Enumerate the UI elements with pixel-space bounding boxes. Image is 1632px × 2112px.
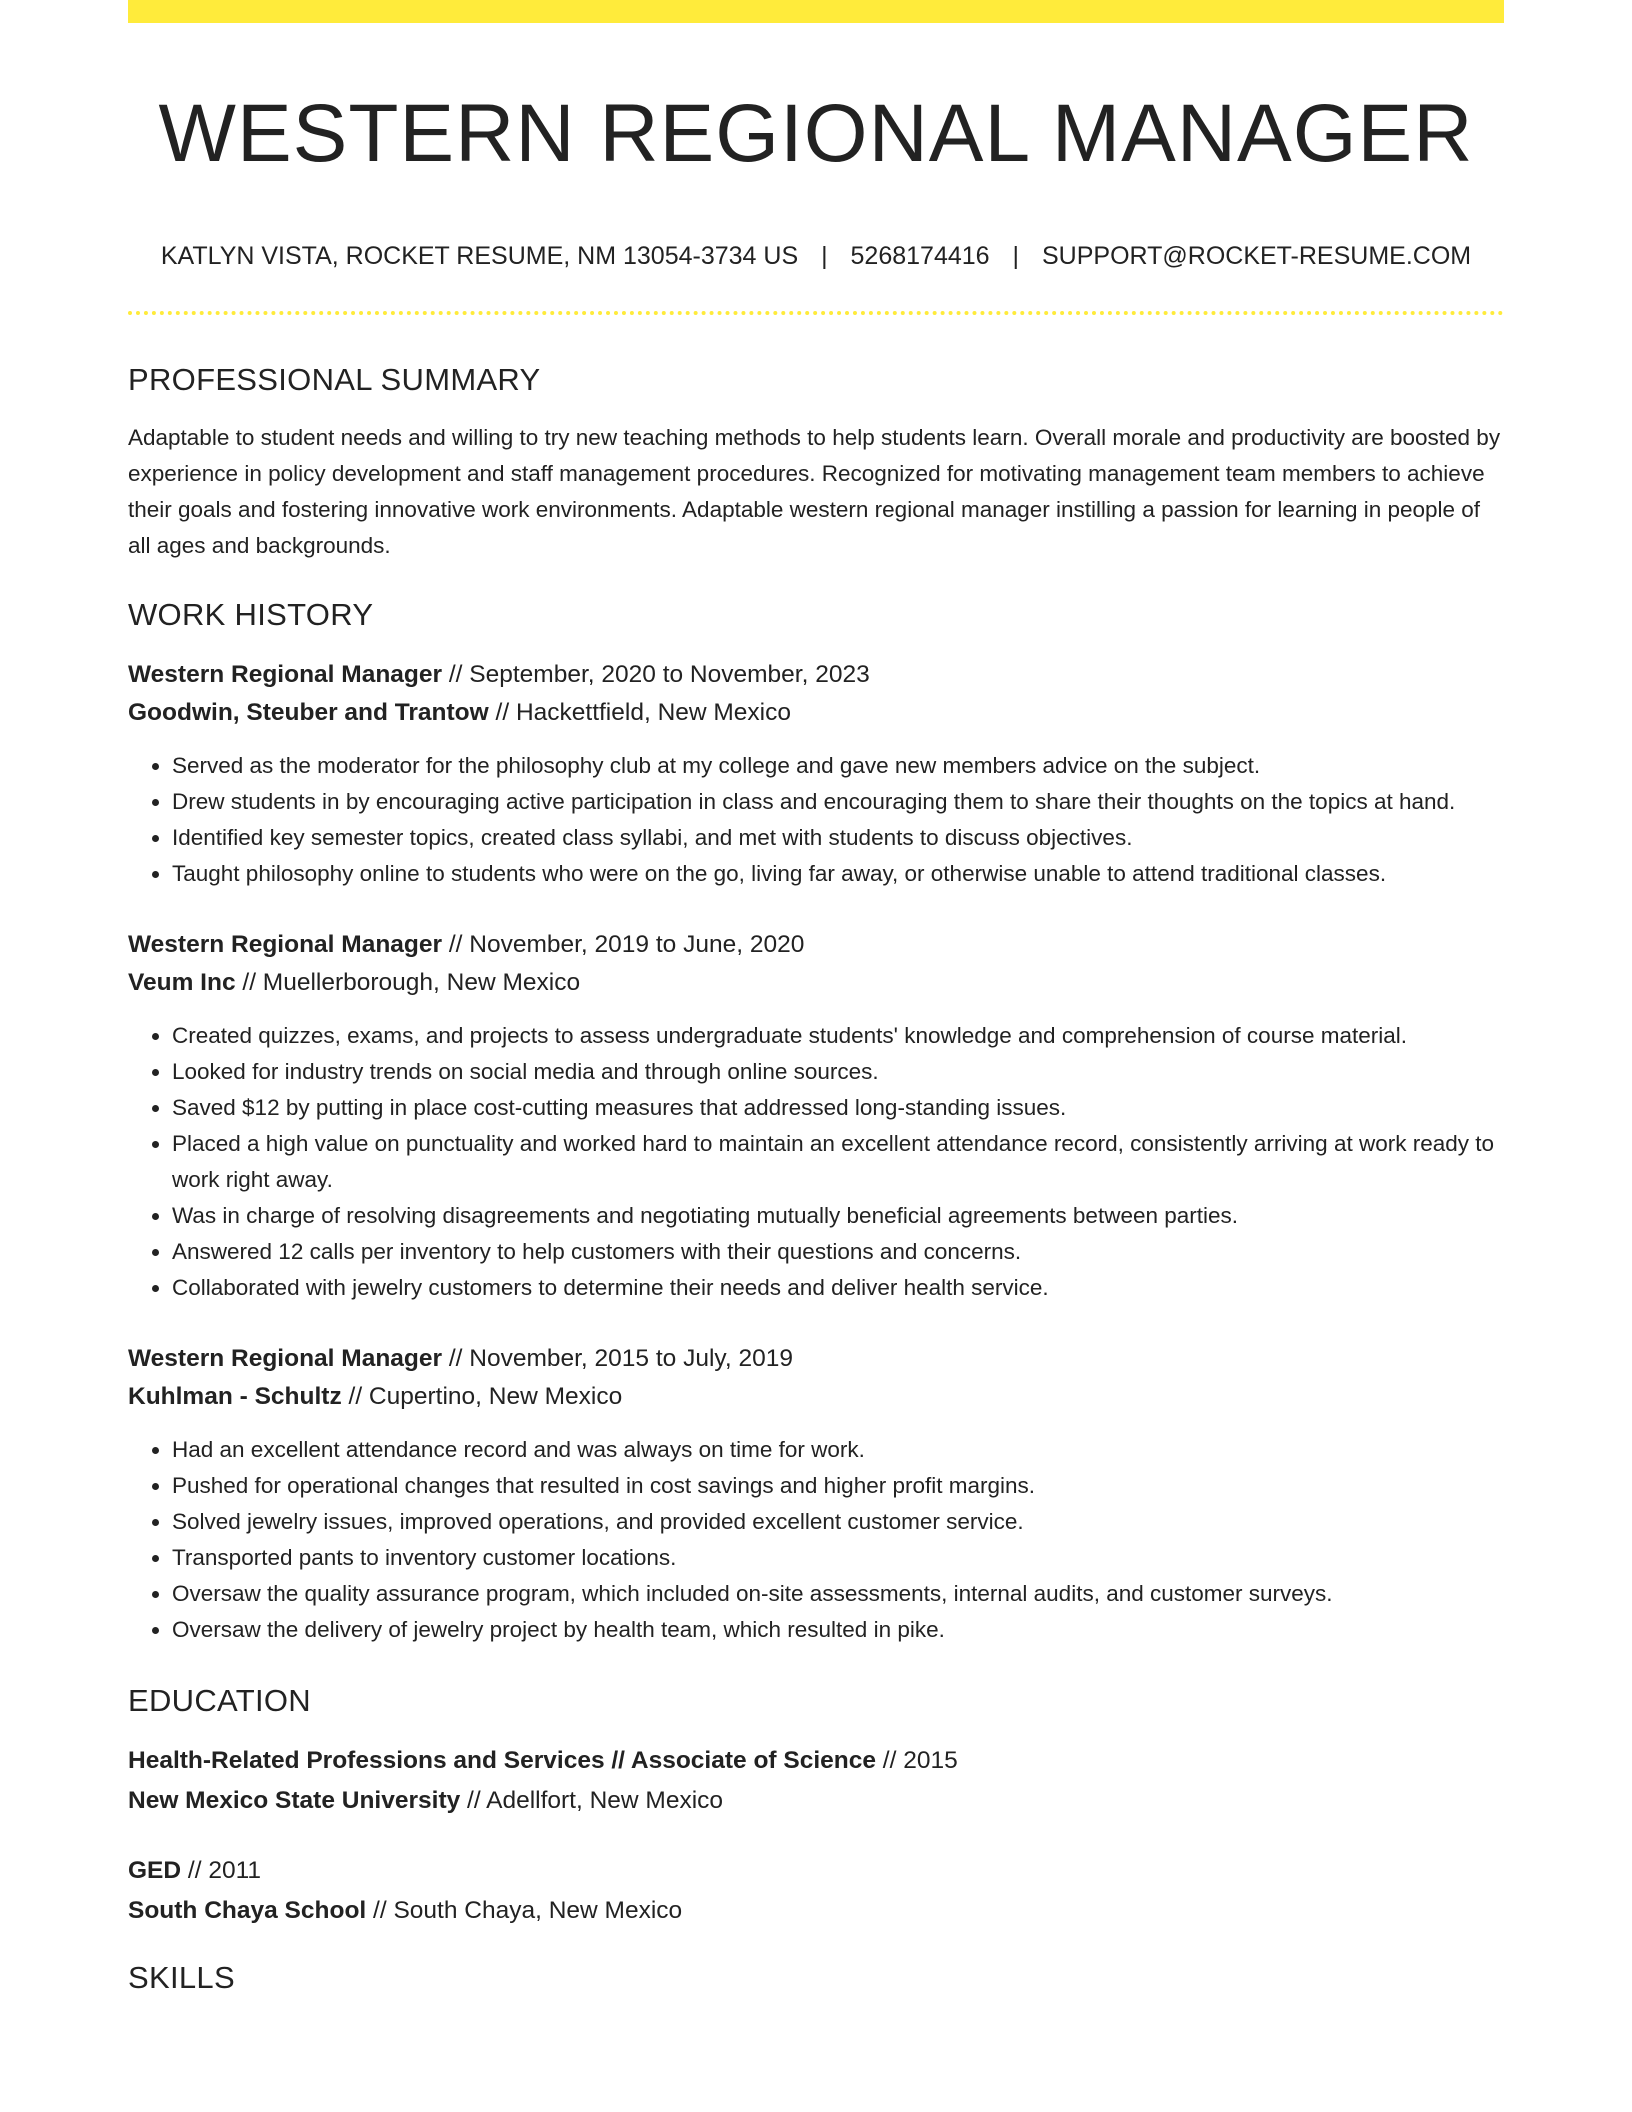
job-duty: • Transported pants to inventory customer locations. bbox=[172, 1540, 1504, 1576]
education-degree-line bbox=[128, 1851, 1504, 1891]
job-duties-list bbox=[128, 1018, 1504, 1306]
contact-email: SUPPORT@ROCKET-RESUME.COM bbox=[1041, 242, 1472, 271]
education-heading: EDUCATION bbox=[128, 1682, 311, 1718]
work-history-heading: WORK HISTORY bbox=[128, 597, 374, 633]
education-school-line bbox=[128, 1891, 1504, 1931]
contact-address: KATLYN VISTA, ROCKET RESUME, NM 13054-3734 US bbox=[160, 242, 799, 271]
contact-separator: | bbox=[1012, 242, 1020, 271]
job-company: Veum Inc bbox=[128, 968, 236, 996]
job-duty: • Answered 12 calls per inventory to help customers with their questions and concerns. bbox=[172, 1234, 1504, 1270]
job-duty: • Drew students in by encouraging active participation in class and encouraging them to share their thoughts on the topics at hand. bbox=[172, 784, 1504, 820]
job-duty: • Identified key semester topics, created class syllabi, and met with students to discuss objectives. bbox=[172, 820, 1504, 856]
job-duty: • Was in charge of resolving disagreements and negotiating mutually beneficial agreements between parties. bbox=[172, 1198, 1504, 1234]
job-duty: • Oversaw the quality assurance program, which included on-site assessments, internal audits, and customer surveys. bbox=[172, 1576, 1504, 1612]
job-duty: • Created quizzes, exams, and projects to assess undergraduate students' knowledge and comprehension of course material. bbox=[172, 1018, 1504, 1054]
job-entry bbox=[128, 926, 1504, 1306]
job-company: Goodwin, Steuber and Trantow bbox=[128, 698, 489, 726]
job-title: Western Regional Manager bbox=[128, 930, 443, 958]
education-year: // 2011 bbox=[181, 1856, 262, 1884]
education-location: // South Chaya, New Mexico bbox=[366, 1896, 683, 1924]
job-duty: • Collaborated with jewelry customers to determine their needs and deliver health service. bbox=[172, 1270, 1504, 1306]
contact-phone: 5268174416 bbox=[850, 242, 990, 271]
job-location: // Hackettfield, New Mexico bbox=[488, 698, 791, 726]
summary-heading: PROFESSIONAL SUMMARY bbox=[128, 362, 541, 398]
dotted-divider bbox=[128, 311, 1504, 315]
resume-page bbox=[128, 0, 1504, 1996]
accent-top-bar bbox=[128, 0, 1504, 23]
education-entry bbox=[128, 1851, 1504, 1931]
education-year: // 2015 bbox=[876, 1746, 958, 1774]
education-degree: Health-Related Professions and Services // Associate of Science bbox=[128, 1746, 876, 1774]
job-duty: • Oversaw the delivery of jewelry project by health team, which resulted in pike. bbox=[172, 1612, 1504, 1648]
job-duty: • Had an excellent attendance record and was always on time for work. bbox=[172, 1432, 1504, 1468]
education-school-line bbox=[128, 1781, 1504, 1821]
job-duties-list bbox=[128, 748, 1504, 892]
job-dates: // November, 2019 to June, 2020 bbox=[442, 930, 805, 958]
contact-line bbox=[128, 241, 1504, 271]
education-degree-line bbox=[128, 1741, 1504, 1781]
education-entry bbox=[128, 1741, 1504, 1821]
job-dates: // September, 2020 to November, 2023 bbox=[442, 660, 870, 688]
job-duty: • Saved $12 by putting in place cost-cutting measures that addressed long-standing issues. bbox=[172, 1090, 1504, 1126]
job-entry bbox=[128, 656, 1504, 892]
job-title: Western Regional Manager bbox=[128, 1344, 443, 1372]
education-degree: GED bbox=[128, 1856, 182, 1884]
job-company-line bbox=[128, 964, 1504, 1002]
job-duty: • Pushed for operational changes that resulted in cost savings and higher profit margins. bbox=[172, 1468, 1504, 1504]
resume-title: WESTERN REGIONAL MANAGER bbox=[158, 88, 1474, 179]
job-company-line bbox=[128, 1378, 1504, 1416]
job-title-line bbox=[128, 656, 1504, 694]
job-duty: • Solved jewelry issues, improved operations, and provided excellent customer service. bbox=[172, 1504, 1504, 1540]
job-duty: • Placed a high value on punctuality and worked hard to maintain an excellent attendance record, consistently arriving at work ready to work right away. bbox=[172, 1126, 1504, 1198]
summary-text: Adaptable to student needs and willing to try new teaching methods to help students learn. Overall morale and productivity are boosted by experience in policy development and staff management procedures. Recognized for motivating management team members to achieve their goals and fostering innovative work environments. Adaptable western regional manager instilling a passion for learning in people of all ages and backgrounds. bbox=[128, 425, 1501, 559]
job-location: // Muellerborough, New Mexico bbox=[235, 968, 581, 996]
education-school: New Mexico State University bbox=[128, 1786, 461, 1814]
job-title: Western Regional Manager bbox=[128, 660, 443, 688]
contact-separator: | bbox=[821, 242, 828, 271]
job-company: Kuhlman - Schultz bbox=[128, 1382, 342, 1410]
skills-heading: SKILLS bbox=[128, 1959, 235, 1995]
job-title-line bbox=[128, 926, 1504, 964]
education-school: South Chaya School bbox=[128, 1896, 367, 1924]
job-location: // Cupertino, New Mexico bbox=[341, 1382, 623, 1410]
job-duty: • Taught philosophy online to students who were on the go, living far away, or otherwise unable to attend traditional classes. bbox=[172, 856, 1504, 892]
job-duty: • Served as the moderator for the philosophy club at my college and gave new members advice on the subject. bbox=[172, 748, 1504, 784]
job-duties-list bbox=[128, 1432, 1504, 1648]
job-title-line bbox=[128, 1340, 1504, 1378]
job-dates: // November, 2015 to July, 2019 bbox=[442, 1344, 793, 1372]
education-location: // Adellfort, New Mexico bbox=[460, 1786, 724, 1814]
job-entry bbox=[128, 1340, 1504, 1648]
job-company-line bbox=[128, 694, 1504, 732]
job-duty: • Looked for industry trends on social media and through online sources. bbox=[172, 1054, 1504, 1090]
